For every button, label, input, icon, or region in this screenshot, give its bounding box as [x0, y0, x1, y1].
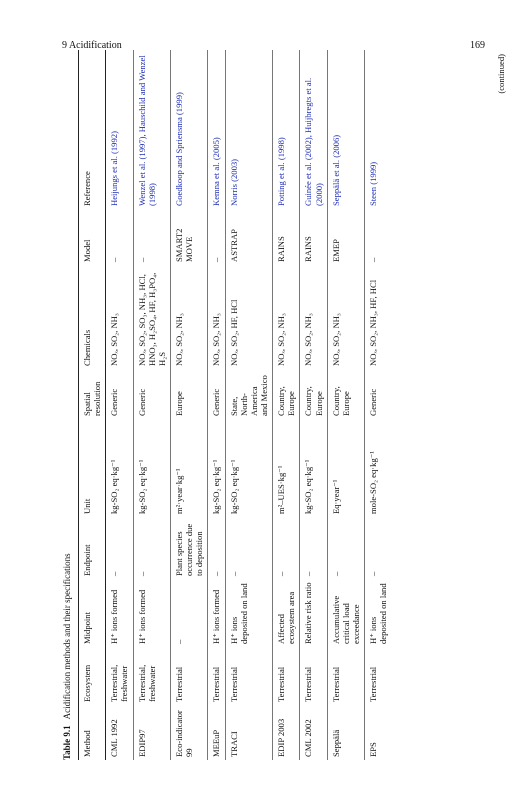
cell-spatial: Country, Europe — [327, 369, 364, 419]
cell-unit: kg-SO₂ eq·kg⁻¹ — [208, 419, 225, 517]
cell-midpoint: H⁺ ions formed — [133, 579, 170, 647]
header-spatial-resolution: Spatial resolution — [79, 369, 106, 419]
cell-endpoint: – — [208, 517, 225, 579]
cell-method: CML 1992 — [106, 705, 133, 760]
cell-spatial: Country, Europe — [300, 369, 327, 419]
cell-chemicals: NOₓ, SO₂, SO₃, NH₃, HCl, HNO₃, H₂SO₄, HF, H₃PO₄, H₂S — [133, 265, 170, 369]
cell-reference[interactable]: Goedkoop and Spriensma (1999) — [170, 50, 207, 209]
cell-reference[interactable]: Wenzel et al. (1997), Hauschild and Wenzel (1998) — [133, 50, 170, 209]
cell-method: TRACI — [225, 705, 273, 760]
cell-reference[interactable]: Seppälä et al. (2006) — [327, 50, 364, 209]
cell-model: RAINS — [300, 209, 327, 265]
cell-unit: kg-SO₂ eq·kg⁻¹ — [300, 419, 327, 517]
cell-midpoint: H⁺ ions formed — [208, 579, 225, 647]
cell-endpoint: – — [327, 517, 364, 579]
cell-midpoint: Affected ecosystem area — [273, 579, 300, 647]
header-unit: Unit — [79, 419, 106, 517]
cell-method: CML 2002 — [300, 705, 327, 760]
cell-chemicals: NOₓ, SO₂, NH₃ — [106, 265, 133, 369]
cell-midpoint: H⁺ ions deposited on land — [225, 579, 273, 647]
cell-reference[interactable]: Norris (2003) — [225, 50, 273, 209]
cell-midpoint: H⁺ ions deposited on land — [368, 583, 389, 644]
cell-model: ASTRAP — [225, 209, 273, 265]
table-body — [106, 50, 392, 760]
cell-model: – — [133, 209, 170, 265]
cell-method: Eco-indicator 99 — [170, 705, 207, 760]
cell-reference[interactable]: Heijungs et al. (1992) — [106, 50, 133, 209]
cell-chemicals: NOₓ, SO₂, NH₃ — [170, 265, 207, 369]
cell-chemicals: NOₓ, SO₂, NH₃ — [327, 265, 364, 369]
table-row — [300, 50, 327, 760]
cell-model: SMART2 MOVE — [170, 209, 207, 265]
cell-chemicals: NOₓ, SO₂, NH₃ — [300, 265, 327, 369]
cell-model: RAINS — [273, 209, 300, 265]
cell-midpoint: – — [170, 579, 207, 647]
cell-chemicals: NOₓ, SO₂, NH₃ — [273, 265, 300, 369]
cell-spatial: Generic — [106, 369, 133, 419]
cell-midpoint: Relative risk ratio — [300, 579, 327, 647]
cell-reference[interactable]: Kemna et al. (2005) — [208, 50, 225, 209]
cell-spatial: Europe — [170, 369, 207, 419]
table-caption: Acidification methods and their specifications — [62, 553, 72, 720]
cell-endpoint: – — [106, 517, 133, 579]
cell-unit: mole-SO₂ eq·kg⁻¹ — [368, 451, 379, 514]
table-row — [365, 50, 392, 760]
cell-midpoint: H⁺ ions formed — [106, 579, 133, 647]
cell-method: EDIP 2003 — [273, 705, 300, 760]
rotated-table-container — [62, 50, 506, 760]
header-model: Model — [79, 209, 106, 265]
table-label: Table 9.1 — [62, 725, 72, 760]
cell-reference[interactable]: Guinée et al. (2002), Huijbregts et al. (2000) — [300, 50, 327, 209]
cell-unit: Eq·year⁻¹ — [327, 419, 364, 517]
cell-chemicals: NOₓ, SO₂, HF, HCl — [225, 265, 273, 369]
cell-endpoint: – — [133, 517, 170, 579]
table-row — [208, 50, 225, 760]
cell-endpoint: Plant species occurrence due to deposition — [170, 517, 207, 579]
cell-ecosystem: Terrestrial — [368, 666, 379, 702]
continued-note: (continued) — [495, 54, 506, 94]
cell-ecosystem: Terrestrial — [273, 647, 300, 705]
cell-ecosystem: Terrestrial, freshwater — [133, 647, 170, 705]
cell-endpoint: – — [273, 517, 300, 579]
header-chemicals: Chemicals — [79, 265, 106, 369]
cell-unit: m²·year·kg⁻¹ — [170, 419, 207, 517]
cell-chemicals: NOₓ, SO₂, NH₃, HF, HCl — [368, 279, 379, 366]
table-row — [273, 50, 300, 760]
cell-unit: kg-SO₂ eq·kg⁻¹ — [225, 419, 273, 517]
cell-ecosystem: Terrestrial — [225, 647, 273, 705]
cell-unit: m²–UES·kg⁻¹ — [273, 419, 300, 517]
table-row — [170, 50, 207, 760]
cell-model: – — [208, 209, 225, 265]
cell-spatial: Country, Europe — [273, 369, 300, 419]
header-ecosystem: Ecosystem — [79, 647, 106, 705]
cell-method: MEEuP — [208, 705, 225, 760]
cell-ecosystem: Terrestrial — [208, 647, 225, 705]
cell-reference[interactable]: Steen (1999) — [368, 161, 379, 206]
cell-ecosystem: Terrestrial, freshwater — [106, 647, 133, 705]
cell-ecosystem: Terrestrial — [327, 647, 364, 705]
cell-spatial: State, North-America and Mexico — [225, 369, 273, 419]
cell-endpoint: – — [300, 517, 327, 579]
cell-reference[interactable]: Potting et al. (1998) — [273, 50, 300, 209]
cell-endpoint: – — [368, 571, 379, 576]
cell-ecosystem: Terrestrial — [300, 647, 327, 705]
cell-ecosystem: Terrestrial — [170, 647, 207, 705]
cell-spatial: Generic — [133, 369, 170, 419]
cell-spatial: Generic — [368, 388, 379, 416]
cell-method: EDIP97 — [133, 705, 170, 760]
cell-model: – — [106, 209, 133, 265]
acidification-table — [78, 50, 391, 760]
table-row — [327, 50, 364, 760]
cell-model: EMEP — [327, 209, 364, 265]
header-endpoint: Endpoint — [79, 517, 106, 579]
cell-chemicals: NOₓ, SO₂, NH₃ — [208, 265, 225, 369]
cell-endpoint: – — [225, 517, 273, 579]
cell-midpoint: Accumulative critical load exceedance — [327, 579, 364, 647]
table-header-row — [79, 50, 106, 760]
cell-spatial: Generic — [208, 369, 225, 419]
cell-unit: kg-SO₂ eq·kg⁻¹ — [133, 419, 170, 517]
cell-unit: kg-SO₂ eq·kg⁻¹ — [106, 419, 133, 517]
cell-method: EPS — [368, 742, 379, 757]
cell-method: Seppälä — [327, 705, 364, 760]
cell-model: – — [368, 257, 379, 262]
header-method: Method — [79, 705, 106, 760]
header-reference: Reference — [79, 50, 106, 209]
table-row — [106, 50, 133, 760]
page-number: 169 — [470, 40, 485, 51]
table-title — [62, 50, 78, 760]
table-row — [133, 50, 170, 760]
running-header-chapter: 9 Acidification — [62, 40, 122, 51]
header-midpoint: Midpoint — [79, 579, 106, 647]
table-row — [225, 50, 273, 760]
